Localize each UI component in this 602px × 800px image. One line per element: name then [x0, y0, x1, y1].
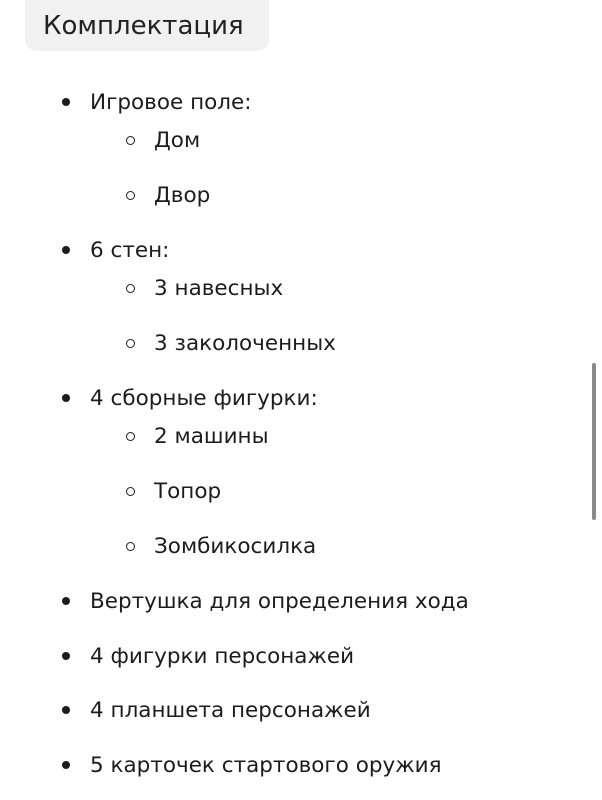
bullet-icon [62, 652, 70, 660]
circle-bullet-icon [126, 284, 135, 293]
bullet-icon [62, 246, 70, 254]
list-item-weapon-cards: 5 карточек стартового оружия [90, 753, 442, 778]
bullet-icon [62, 761, 70, 769]
bullet-icon [62, 706, 70, 714]
list-item-figures-axe: Топор [154, 479, 222, 504]
circle-bullet-icon [126, 191, 135, 200]
circle-bullet-icon [126, 487, 135, 496]
list-item-board: Игровое поле: [90, 90, 252, 115]
bullet-icon [62, 98, 70, 106]
list-item-board-yard: Двор [154, 183, 211, 208]
section-title: Комплектация [43, 10, 244, 41]
list-item-board-home: Дом [154, 128, 201, 153]
list-item-walls: 6 стен: [90, 238, 170, 263]
list-item-figures: 4 сборные фигурки: [90, 386, 318, 411]
list-item-walls-boarded: 3 заколоченных [154, 331, 336, 356]
list-item-character-figures: 4 фигурки персонажей [90, 644, 355, 669]
list-item-character-boards: 4 планшета персонажей [90, 698, 371, 723]
circle-bullet-icon [126, 432, 135, 441]
list-item-walls-hinged: 3 навесных [154, 276, 284, 301]
bullet-icon [62, 597, 70, 605]
list-item-spinner: Вертушка для определения хода [90, 589, 469, 614]
bullet-icon [62, 394, 70, 402]
scrollbar-thumb[interactable] [592, 363, 596, 520]
list-item-figures-mower: Зомбикосилка [154, 534, 317, 559]
circle-bullet-icon [126, 136, 135, 145]
list-item-figures-cars: 2 машины [154, 424, 269, 449]
circle-bullet-icon [126, 542, 135, 551]
circle-bullet-icon [126, 339, 135, 348]
